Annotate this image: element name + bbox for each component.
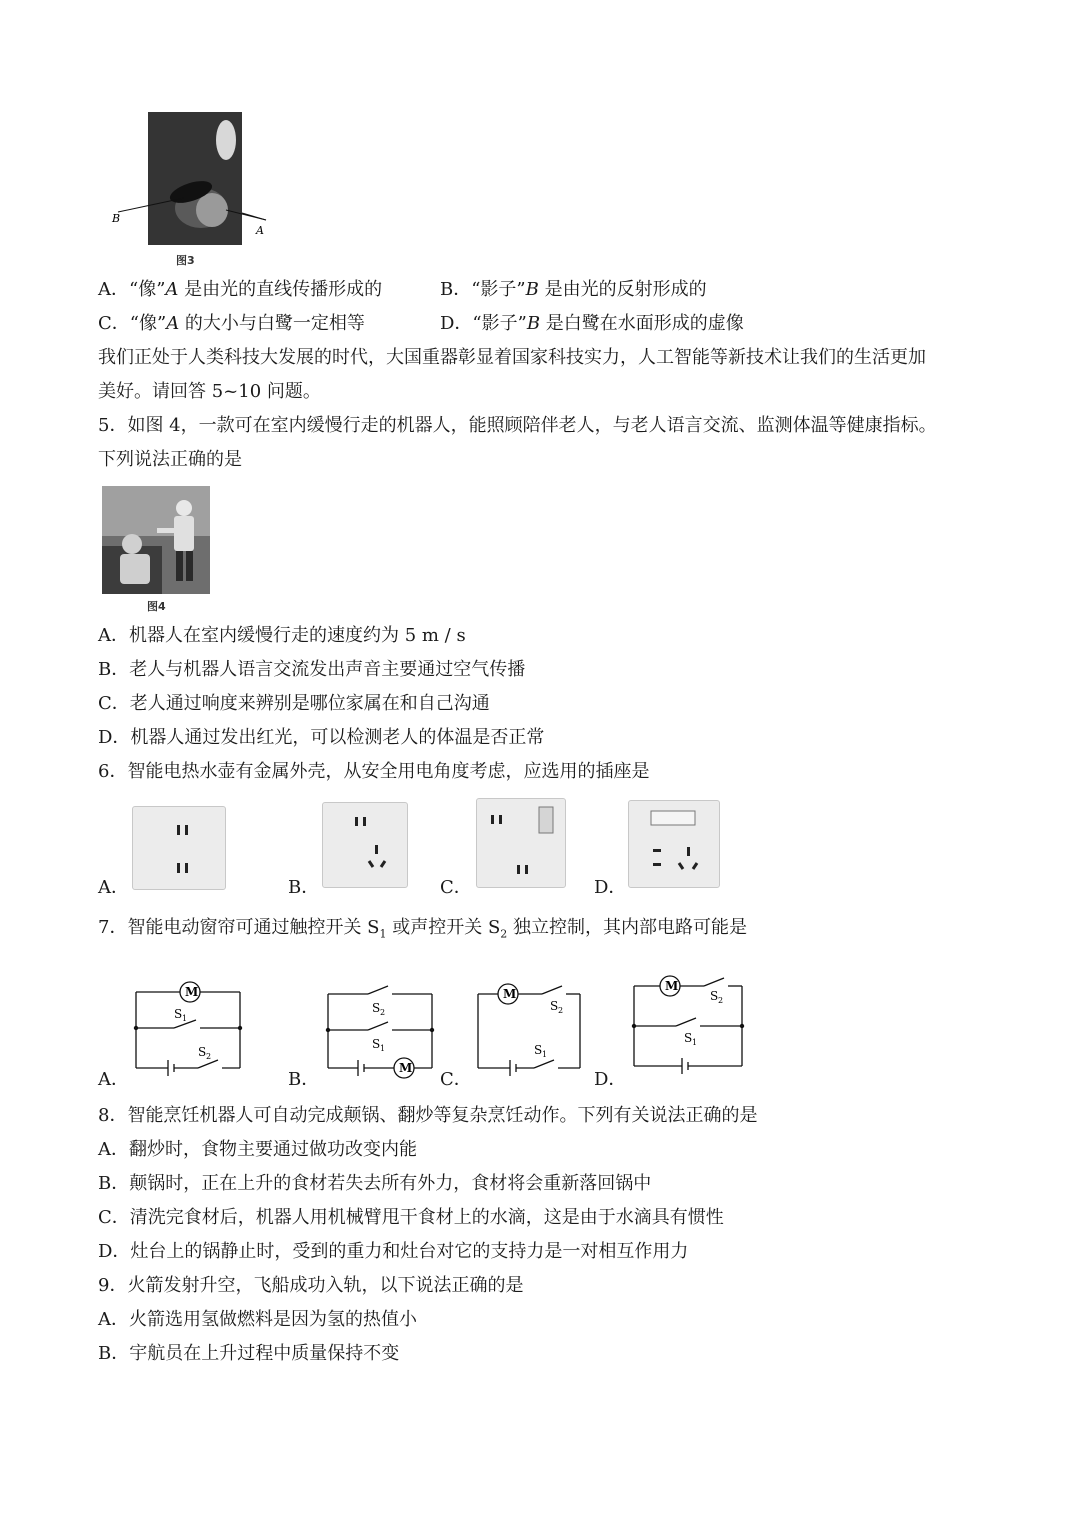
- q6-socket-c: [476, 798, 566, 888]
- q6-socket-a: [132, 806, 226, 890]
- q7-stem: 7．智能电动窗帘可通过触控开关 $S_1$ 或声控开关 $S_2$ 独立控制，其内部电路可能是: [98, 917, 748, 941]
- q8-option-b: B．颠锅时，正在上升的食材若失去所有外力，食材将会重新落回锅中: [98, 1173, 652, 1194]
- q5-option-b: B．老人与机器人语言交流发出声音主要通过空气传播: [98, 659, 526, 680]
- figure-3-caption: 图3: [176, 254, 195, 267]
- q9-option-b: B．宇航员在上升过程中质量保持不变: [98, 1343, 400, 1364]
- svg-text:S: S: [174, 1007, 183, 1021]
- q6-label-a: A．: [98, 877, 129, 898]
- q7-label-b: B．: [288, 1069, 320, 1090]
- svg-text:2: 2: [718, 996, 724, 1005]
- q4-option-d: D．“影子”B 是白鹭在水面形成的虚像: [440, 313, 744, 334]
- q4-option-a: A．“像”A 是由光的直线传播形成的: [98, 279, 383, 300]
- q6-label-c: C．: [440, 877, 472, 898]
- q6-label-d: D．: [594, 877, 627, 898]
- q8-stem: 8．智能烹饪机器人可自动完成颠锅、翻炒等复杂烹饪动作。下列有关说法正确的是: [98, 1105, 758, 1126]
- svg-text:S: S: [372, 1001, 381, 1015]
- figure-3-label-a: A: [256, 224, 264, 237]
- q5-option-d: D．机器人通过发出红光，可以检测老人的体温是否正常: [98, 727, 545, 748]
- q7-label-d: D．: [594, 1069, 627, 1090]
- q6-socket-b: [322, 802, 408, 888]
- q9-stem: 9．火箭发射升空，飞船成功入轨，以下说法正确的是: [98, 1275, 524, 1296]
- svg-text:1: 1: [182, 1014, 188, 1023]
- intro-line-1: 我们正处于人类科技大发展的时代，大国重器彰显着国家科技实力，人工智能等新技术让我们的生活更加: [98, 347, 926, 368]
- q5-stem-2: 下列说法正确的是: [98, 449, 242, 470]
- figure-4-caption: 图4: [147, 600, 166, 613]
- q5-stem-1: 5．如图 4，一款可在室内缓慢行走的机器人，能照顾陪伴老人，与老人语言交流、监测体温等健康指标。: [98, 415, 937, 436]
- figure-3-photo: [106, 110, 276, 245]
- q5-option-c: C．老人通过响度来辨别是哪位家属在和自己沟通: [98, 693, 490, 714]
- q8-option-d: D．灶台上的锅静止时，受到的重力和灶台对它的支持力是一对相互作用力: [98, 1241, 689, 1262]
- q9-option-a: A．火箭选用氢做燃料是因为氢的热值小: [98, 1309, 417, 1330]
- svg-text:S: S: [550, 999, 559, 1013]
- svg-text:S: S: [372, 1037, 381, 1051]
- svg-text:S: S: [534, 1043, 543, 1057]
- q7-label-c: C．: [440, 1069, 472, 1090]
- svg-text:S: S: [684, 1031, 693, 1045]
- svg-text:S: S: [710, 989, 719, 1003]
- svg-text:M: M: [399, 1061, 413, 1075]
- svg-text:M: M: [665, 979, 679, 993]
- q8-option-a: A．翻炒时，食物主要通过做功改变内能: [98, 1139, 417, 1160]
- svg-text:M: M: [503, 987, 517, 1001]
- intro-line-2: 美好。请回答 5~10 问题。: [98, 381, 321, 402]
- svg-text:2: 2: [380, 1008, 386, 1017]
- q7-label-a: A．: [98, 1069, 129, 1090]
- q8-option-c: C．清洗完食材后，机器人用机械臂甩干食材上的水滴，这是由于水滴具有惯性: [98, 1207, 724, 1228]
- q4-option-b: B．“影子”B 是由光的反射形成的: [440, 279, 707, 300]
- q7-circuit-a: [130, 980, 246, 1080]
- q6-label-b: B．: [288, 877, 320, 898]
- svg-text:M: M: [185, 985, 199, 999]
- svg-text:2: 2: [558, 1006, 564, 1015]
- q6-socket-d: [628, 800, 720, 888]
- q7-circuit-b: [322, 984, 438, 1080]
- q4-option-c: C．“像”A 的大小与白鹭一定相等: [98, 313, 365, 334]
- figure-4-photo: [102, 486, 210, 594]
- svg-text:1: 1: [692, 1038, 698, 1047]
- q7-circuit-c: [472, 982, 588, 1080]
- figure-3-label-b: B: [112, 212, 121, 225]
- svg-text:1: 1: [380, 1044, 386, 1053]
- q6-stem: 6．智能电热水壶有金属外壳，从安全用电角度考虑，应选用的插座是: [98, 761, 650, 782]
- svg-text:1: 1: [542, 1050, 548, 1059]
- svg-text:S: S: [198, 1045, 207, 1059]
- svg-text:2: 2: [206, 1052, 212, 1061]
- q7-circuit-d: [628, 974, 748, 1074]
- q5-option-a: A．机器人在室内缓慢行走的速度约为 5 m / s: [98, 625, 466, 646]
